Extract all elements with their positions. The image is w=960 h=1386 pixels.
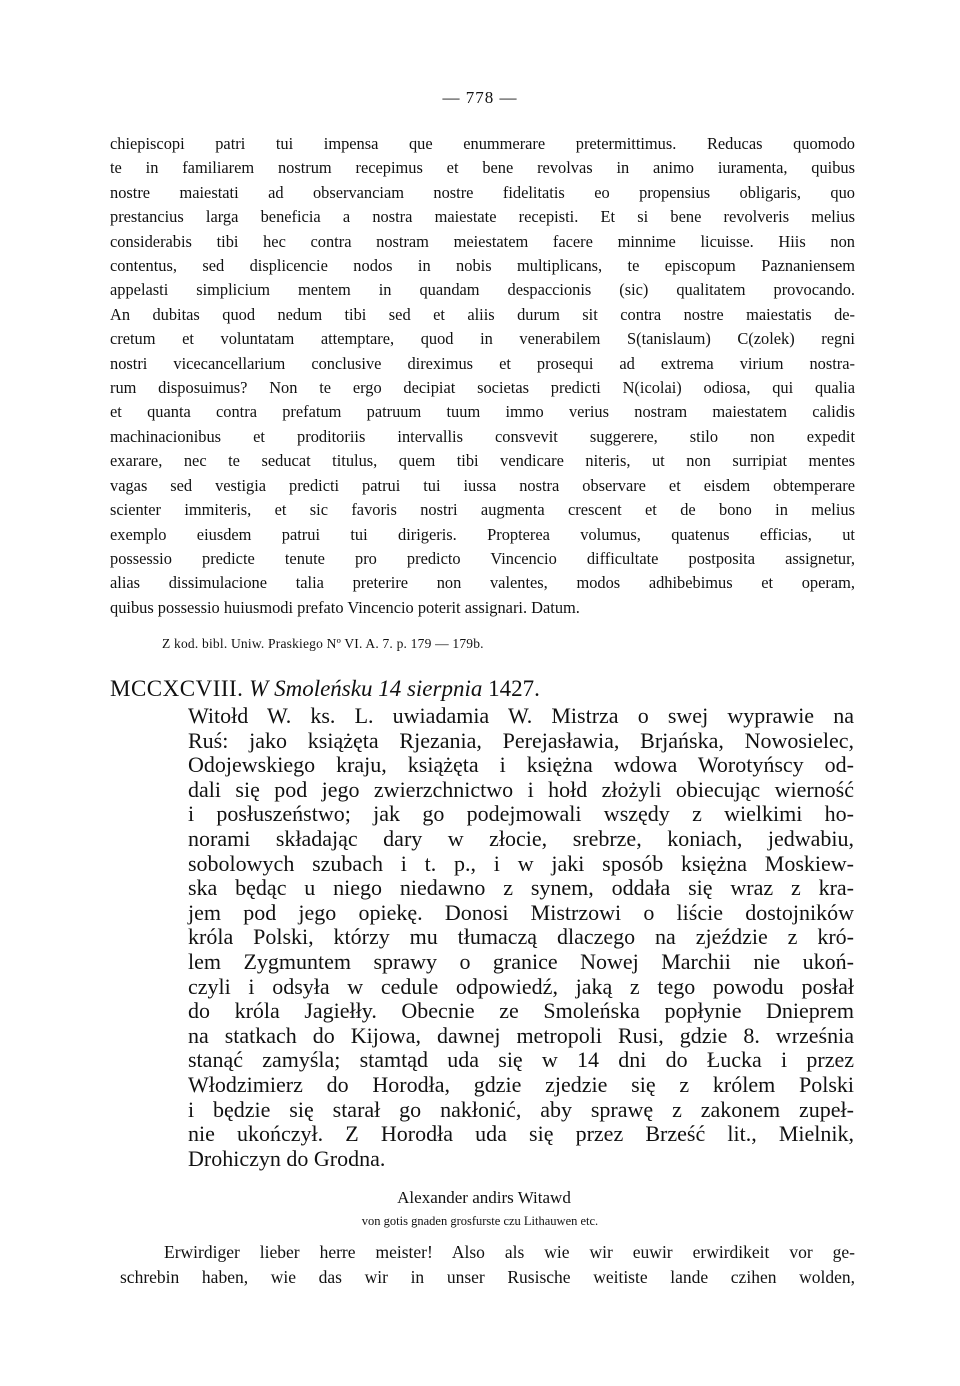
summary-line: króla Polski, którzy mu tłumaczą dlaczego na zjeździe z kró- [188,924,854,950]
text-line: Erwirdiger lieber herre meister! Also als wie wir euwir erwirdikeit vor ge- [164,1242,855,1262]
text-line: appelasti simplicium mentem in quandam despaccionis (sic) qualitatem provocando. [110,280,855,300]
summary-line: Włodzimierz do Horodła, gdzie zjedzie się z królem Polski [188,1071,854,1097]
text-line: et quanta contra prefatum patruum tuum immo verius nostram maiestatem calidis [110,402,855,422]
summary-line: norami składając dary w złocie, srebrze, koniach, jedwabiu, [188,825,854,851]
summary-line: na statkach do Kijowa, dawnej metropoli Rusi, gdzie 8. września [188,1022,854,1048]
text-line: exarare, nec te seducat titulus, quem tibi vendicare niteris, ut non surripiat mentes [110,451,855,471]
summary-line: Drohiczyn do Grodna. [188,1145,386,1171]
summary-line: ska będąc u niego niedawno z synem, oddała się wraz z kra- [188,875,854,901]
text-line: contentus, sed displicencie nodos in nobis multiplicans, te episcopum Paznaniensem [110,256,855,276]
text-line: possessio predicte tenute pro predicto Vincencio difficultate postposita assignetur, [110,548,855,568]
text-line: prestancius larga beneficia a nostra maiestate recepisti. Et si bene revolveris melius [110,207,855,227]
source-citation: Z kod. bibl. Uniw. Praskiego Nº VI. A. 7. p. 179 — 179b. [162,636,484,651]
page-number: — 778 — [442,88,518,107]
summary-line: do króla Jagiełły. Obecnie ze Smoleńska popłynie Dnieprem [188,998,854,1024]
text-line: An dubitas quod nedum tibi sed et aliis durum sit contra nostre maiestatis de- [110,304,855,324]
text-line: nostre maiestati ad observanciam nostre fidelitatis eo propensius obligaris, quo [110,182,855,202]
summary-line: dali się pod jego zwierzchnictwo i hołd złożyli obiecując wierność [188,776,854,802]
summary-line: stanąć zamyśla; stamtąd uda się w 14 dni do Łucka i przez [188,1047,854,1073]
german-letter-text [120,1240,855,1290]
text-line: scienter immiteris, et sic favoris nostri augmenta crescent et de bono in melius [110,500,855,520]
text-line: considerabis tibi hec contra nostram meiestatem facere minnime licuisse. Hiis non [110,231,855,251]
document-number: MCCXCVIII. [110,676,244,701]
sender-title: von gotis gnaden grosfurste czu Lithauwen etc. [361,1214,599,1228]
document-heading [110,676,540,702]
summary-line: sobolowych szubach i t. p., i w jaki sposób księżna Moskiew- [188,850,854,876]
text-line: cretum et voluntatam attemptare, quod in venerabilem S(tanislaum) C(zolek) regni [110,329,855,349]
text-line: schrebin haben, wie das wir in unser Rusische weitiste lande czihen wolden, [120,1267,855,1287]
sender-name: Alexander andirs Witawd [397,1188,571,1207]
place-date: W Smoleńsku 14 sierpnia [249,676,483,701]
text-line: exemplo eiusdem patrui tui dirigeris. Propterea volumus, quatenus efficias, ut [110,524,855,544]
summary-line: lem Zygmuntem sprawy o granice Nowej Marchii nie ukoń- [188,948,854,974]
summary-line: i posłuszeństwo; jak go podejmowali wszędy z wielkimi ho- [188,801,854,827]
text-line: rum disposuimus? Non te ergo decipiat societas predicti N(icolai) odiosa, qui qualia [110,378,855,398]
year: 1427. [488,676,540,701]
latin-letter-text [110,132,855,620]
summary-line: i będzie się starał go nakłonić, aby sprawę z zakonem zupeł- [188,1096,854,1122]
summary-line: nie ukończył. Z Horodła uda się przez Brześć lit., Mielnik, [188,1121,854,1147]
text-line: quibus possessio huiusmodi prefato Vincencio poterit assignari. Datum. [110,597,580,617]
text-line: machinacionibus et proditoriis intervallis consvevit suggerere, stilo non expedit [110,426,855,446]
text-line: alias dissimulacione talia preterire non valentes, modos adhibebimus et operam, [110,573,855,593]
text-line: vagas sed vestigia predicti patrui tui iussa nostra observare et eisdem obtemperare [110,475,855,495]
summary-line: jem pod jego opiekę. Donosi Mistrzowi o liście dostojników [188,899,854,925]
summary-line: czyli i odsyła w cedule odpowiedź, jaką z tego powodu posłał [188,973,854,999]
polish-summary [188,704,854,1171]
summary-line: Odojewskiego kraju, książęta i księżna wdowa Worotyńscy od- [188,752,854,778]
text-line: te in familiarem nostrum recepimus et bene revolvas in animo iuramenta, quibus [110,158,855,178]
text-line: chiepiscopi patri tui impensa que enummerare pretermittimus. Reducas quomodo [110,134,855,153]
text-line: nostri vicecancellarium conclusive direximus et prosequi ad extrema virium nostra- [110,353,855,373]
summary-line: Witołd W. ks. L. uwiadamia W. Mistrza o swej wyprawie na [188,703,854,728]
summary-line: Ruś: jako książęta Rjezania, Perejasławia, Brjańska, Nowosielec, [188,727,854,753]
